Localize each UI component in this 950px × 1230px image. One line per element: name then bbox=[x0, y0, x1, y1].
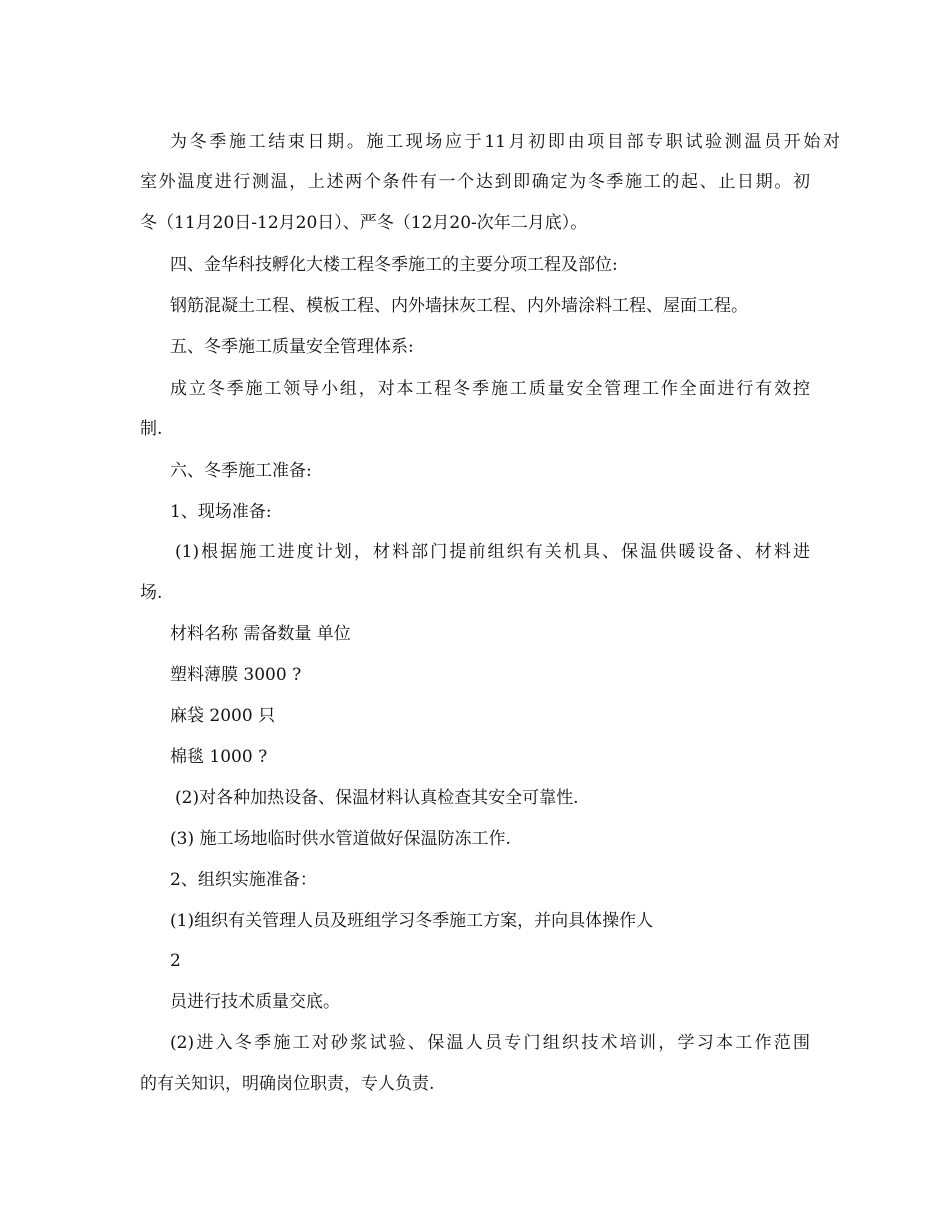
paragraph-line: 冬（11月20日-12月20日）、严冬（12月20-次年二月底）。 bbox=[140, 213, 588, 233]
paragraph-line: 钢筋混凝土工程、模板工程、内外墙抹灰工程、内外墙涂料工程、屋面工程。 bbox=[170, 296, 748, 316]
material-row: 麻袋 2000 只 bbox=[170, 706, 276, 726]
material-table-header: 材料名称 需备数量 单位 bbox=[170, 624, 351, 644]
subsection-heading: 2、组织实施准备： bbox=[170, 870, 317, 890]
paragraph-line: 的有关知识，明确岗位职责，专人负责. bbox=[140, 1074, 435, 1094]
paragraph-line: (3) 施工场地临时供水管道做好保温防冻工作. bbox=[170, 829, 511, 849]
paragraph-line: 场. bbox=[140, 583, 163, 603]
paragraph-line: 为冬季施工结束日期。施工现场应于11月初即由项目部专职试验测温员开始对 bbox=[170, 132, 840, 152]
paragraph-line: (2)对各种加热设备、保温材料认真检查其安全可靠性. bbox=[175, 788, 579, 808]
paragraph-line: 成立冬季施工领导小组，对本工程冬季施工质量安全管理工作全面进行有效控 bbox=[170, 379, 810, 399]
subsection-heading: 1、现场准备: bbox=[170, 502, 272, 522]
section-heading: 四、金华科技孵化大楼工程冬季施工的主要分项工程及部位: bbox=[170, 255, 618, 275]
paragraph-line: 室外温度进行测温，上述两个条件有一个达到即确定为冬季施工的起、止日期。初 bbox=[140, 172, 810, 192]
page-number: 2 bbox=[170, 951, 181, 971]
section-heading: 六、冬季施工准备: bbox=[170, 461, 312, 481]
paragraph-line: 员进行技术质量交底。 bbox=[170, 992, 340, 1012]
paragraph-line: (2)进入冬季施工对砂浆试验、保温人员专门组织技术培训，学习本工作范围 bbox=[170, 1033, 810, 1053]
paragraph-line: 制. bbox=[140, 419, 163, 439]
material-row: 棉毯 1000 ? bbox=[170, 747, 268, 767]
material-row: 塑料薄膜 3000 ? bbox=[170, 665, 302, 685]
paragraph-line: (1)根据施工进度计划，材料部门提前组织有关机具、保温供暖设备、材料进 bbox=[175, 542, 810, 562]
section-heading: 五、冬季施工质量安全管理体系: bbox=[170, 337, 414, 357]
paragraph-line: (1)组织有关管理人员及班组学习冬季施工方案，并向具体操作人 bbox=[170, 911, 654, 931]
